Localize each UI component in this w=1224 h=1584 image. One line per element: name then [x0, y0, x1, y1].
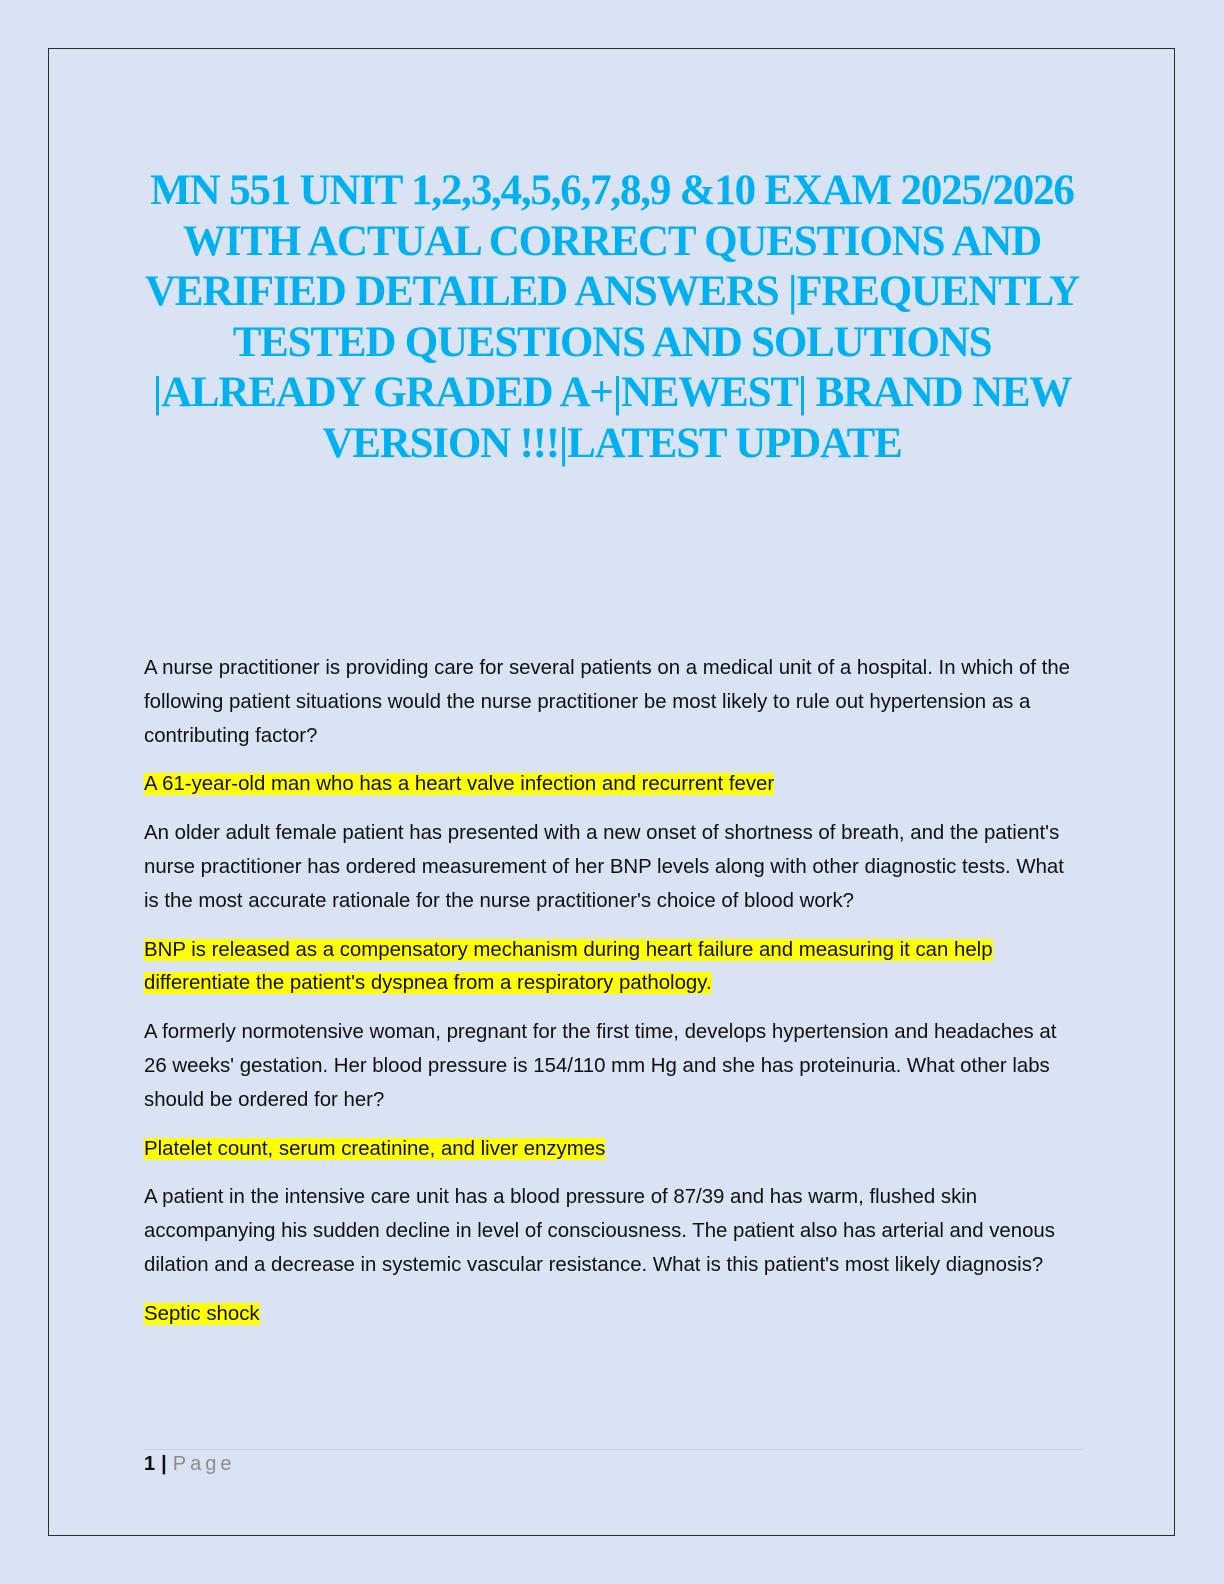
qa-item [144, 652, 1084, 802]
highlighted-answer: Septic shock [144, 1302, 260, 1325]
question-text: An older adult female patient has presented with a new onset of shortness of breath, and the patient's nurse practitioner has ordered measurement of her BNP levels along with other diagnostic tests. What is the most accurate rationale for the nurse practitioner's choice of blood work? [144, 822, 1064, 912]
footer-divider [144, 1449, 1084, 1450]
answer-line [144, 1298, 1084, 1332]
qa-item [144, 817, 1084, 1001]
document-title: MN 551 UNIT 1,2,3,4,5,6,7,8,9 &10 EXAM 2025/2026 WITH ACTUAL CORRECT QUESTIONS AND VERIFIED DETAILED ANSWERS |FREQUENTLY TESTED QUESTIONS AND SOLUTIONS |ALREADY GRADED A+|NEWEST| BRAND NEW VERSION !!!|LATEST UPDATE [145, 167, 1079, 467]
page-number: 1 [144, 1453, 156, 1475]
question-text: A patient in the intensive care unit has a blood pressure of 87/39 and has warm, flushed skin accompanying his sudden decline in level of consciousness. The patient also has arterial and venous dilation and a decrease in systemic vascular resistance. What is this patient's most likely diagnosis? [144, 1186, 1055, 1276]
highlighted-answer: A 61-year-old man who has a heart valve infection and recurrent fever [144, 773, 775, 796]
answer-line [144, 934, 1084, 1002]
qa-item [144, 1016, 1084, 1166]
answer-line [144, 768, 1084, 802]
qa-content [144, 652, 1084, 1347]
page-label: Page [172, 1453, 236, 1475]
highlighted-answer: Platelet count, serum creatinine, and liver enzymes [144, 1137, 606, 1160]
question-text: A nurse practitioner is providing care for several patients on a medical unit of a hospital. In which of the following patient situations would the nurse practitioner be most likely to rule out hypertension as a contributing factor? [144, 657, 1071, 747]
highlighted-answer: BNP is released as a compensatory mechanism during heart failure and measuring it can help differentiate the patient's dyspnea from a respiratory pathology. [144, 938, 993, 995]
page-footer [144, 1451, 235, 1477]
footer-separator: | [161, 1453, 167, 1475]
question-text: A formerly normotensive woman, pregnant for the first time, develops hypertension and headaches at 26 weeks' gestation. Her blood pressure is 154/110 mm Hg and she has proteinuria. What other labs should be ordered for her? [144, 1021, 1057, 1111]
answer-line [144, 1133, 1084, 1167]
qa-item [144, 1181, 1084, 1331]
